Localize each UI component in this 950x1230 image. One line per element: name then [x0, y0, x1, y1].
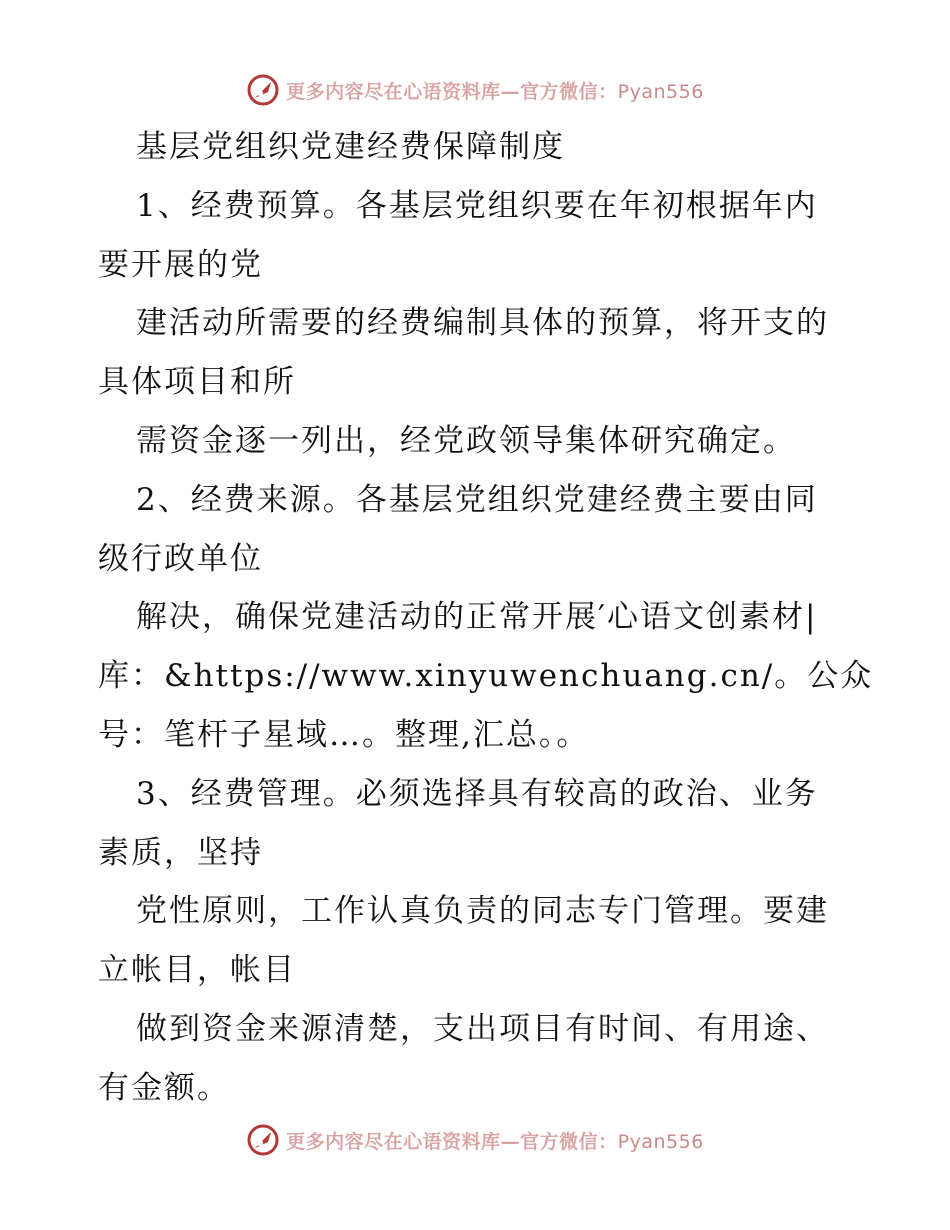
paragraph-line: 级行政单位	[98, 540, 263, 577]
wechat-id: Pyan556	[617, 1130, 704, 1153]
paragraph-line: 具体项目和所	[98, 364, 296, 401]
paragraph-line: 有金额。	[98, 1069, 230, 1106]
quill-badge-icon	[246, 73, 280, 107]
document-body	[98, 118, 874, 1118]
paragraph-line: 党性原则，工作认真负责的同志专门管理。要建	[136, 893, 829, 930]
banner-text: 更多内容尽在心语资料库—官方微信：Pyan556	[286, 1130, 704, 1153]
paragraph-line: 3、经费管理。必须选择具有较高的政治、业务	[136, 775, 818, 812]
banner-text: 更多内容尽在心语资料库—官方微信：Pyan556	[286, 80, 704, 103]
paragraph-line: 立帐目，帐目	[98, 952, 296, 989]
paragraph-line: 号：笔杆子星域…。整理,汇总。。	[98, 716, 590, 753]
paragraph-line: 建活动所需要的经费编制具体的预算，将开支的	[136, 305, 829, 342]
footer-banner	[0, 1120, 950, 1160]
paragraph-line: 素质，坚持	[98, 834, 263, 871]
paragraph-line: 做到资金来源清楚，支出项目有时间、有用途、	[136, 1010, 829, 1047]
quill-badge-icon	[246, 1123, 280, 1157]
wechat-id: Pyan556	[617, 80, 704, 103]
header-banner	[0, 70, 950, 110]
paragraph-line: 要开展的党	[98, 246, 263, 283]
paragraph-line: 库：&https://www.xinyuwenchuang.cn/。公众	[98, 658, 874, 695]
paragraph-line: 需资金逐一列出，经党政领导集体研究确定。	[136, 422, 796, 459]
paragraph-line: 解决，确保党建活动的正常开展′心语文创素材|	[136, 599, 818, 636]
paragraph-line: 1、经费预算。各基层党组织要在年初根据年内	[136, 187, 818, 224]
document-title: 基层党组织党建经费保障制度	[136, 129, 565, 165]
paragraph-line: 2、经费来源。各基层党组织党建经费主要由同	[136, 481, 818, 518]
